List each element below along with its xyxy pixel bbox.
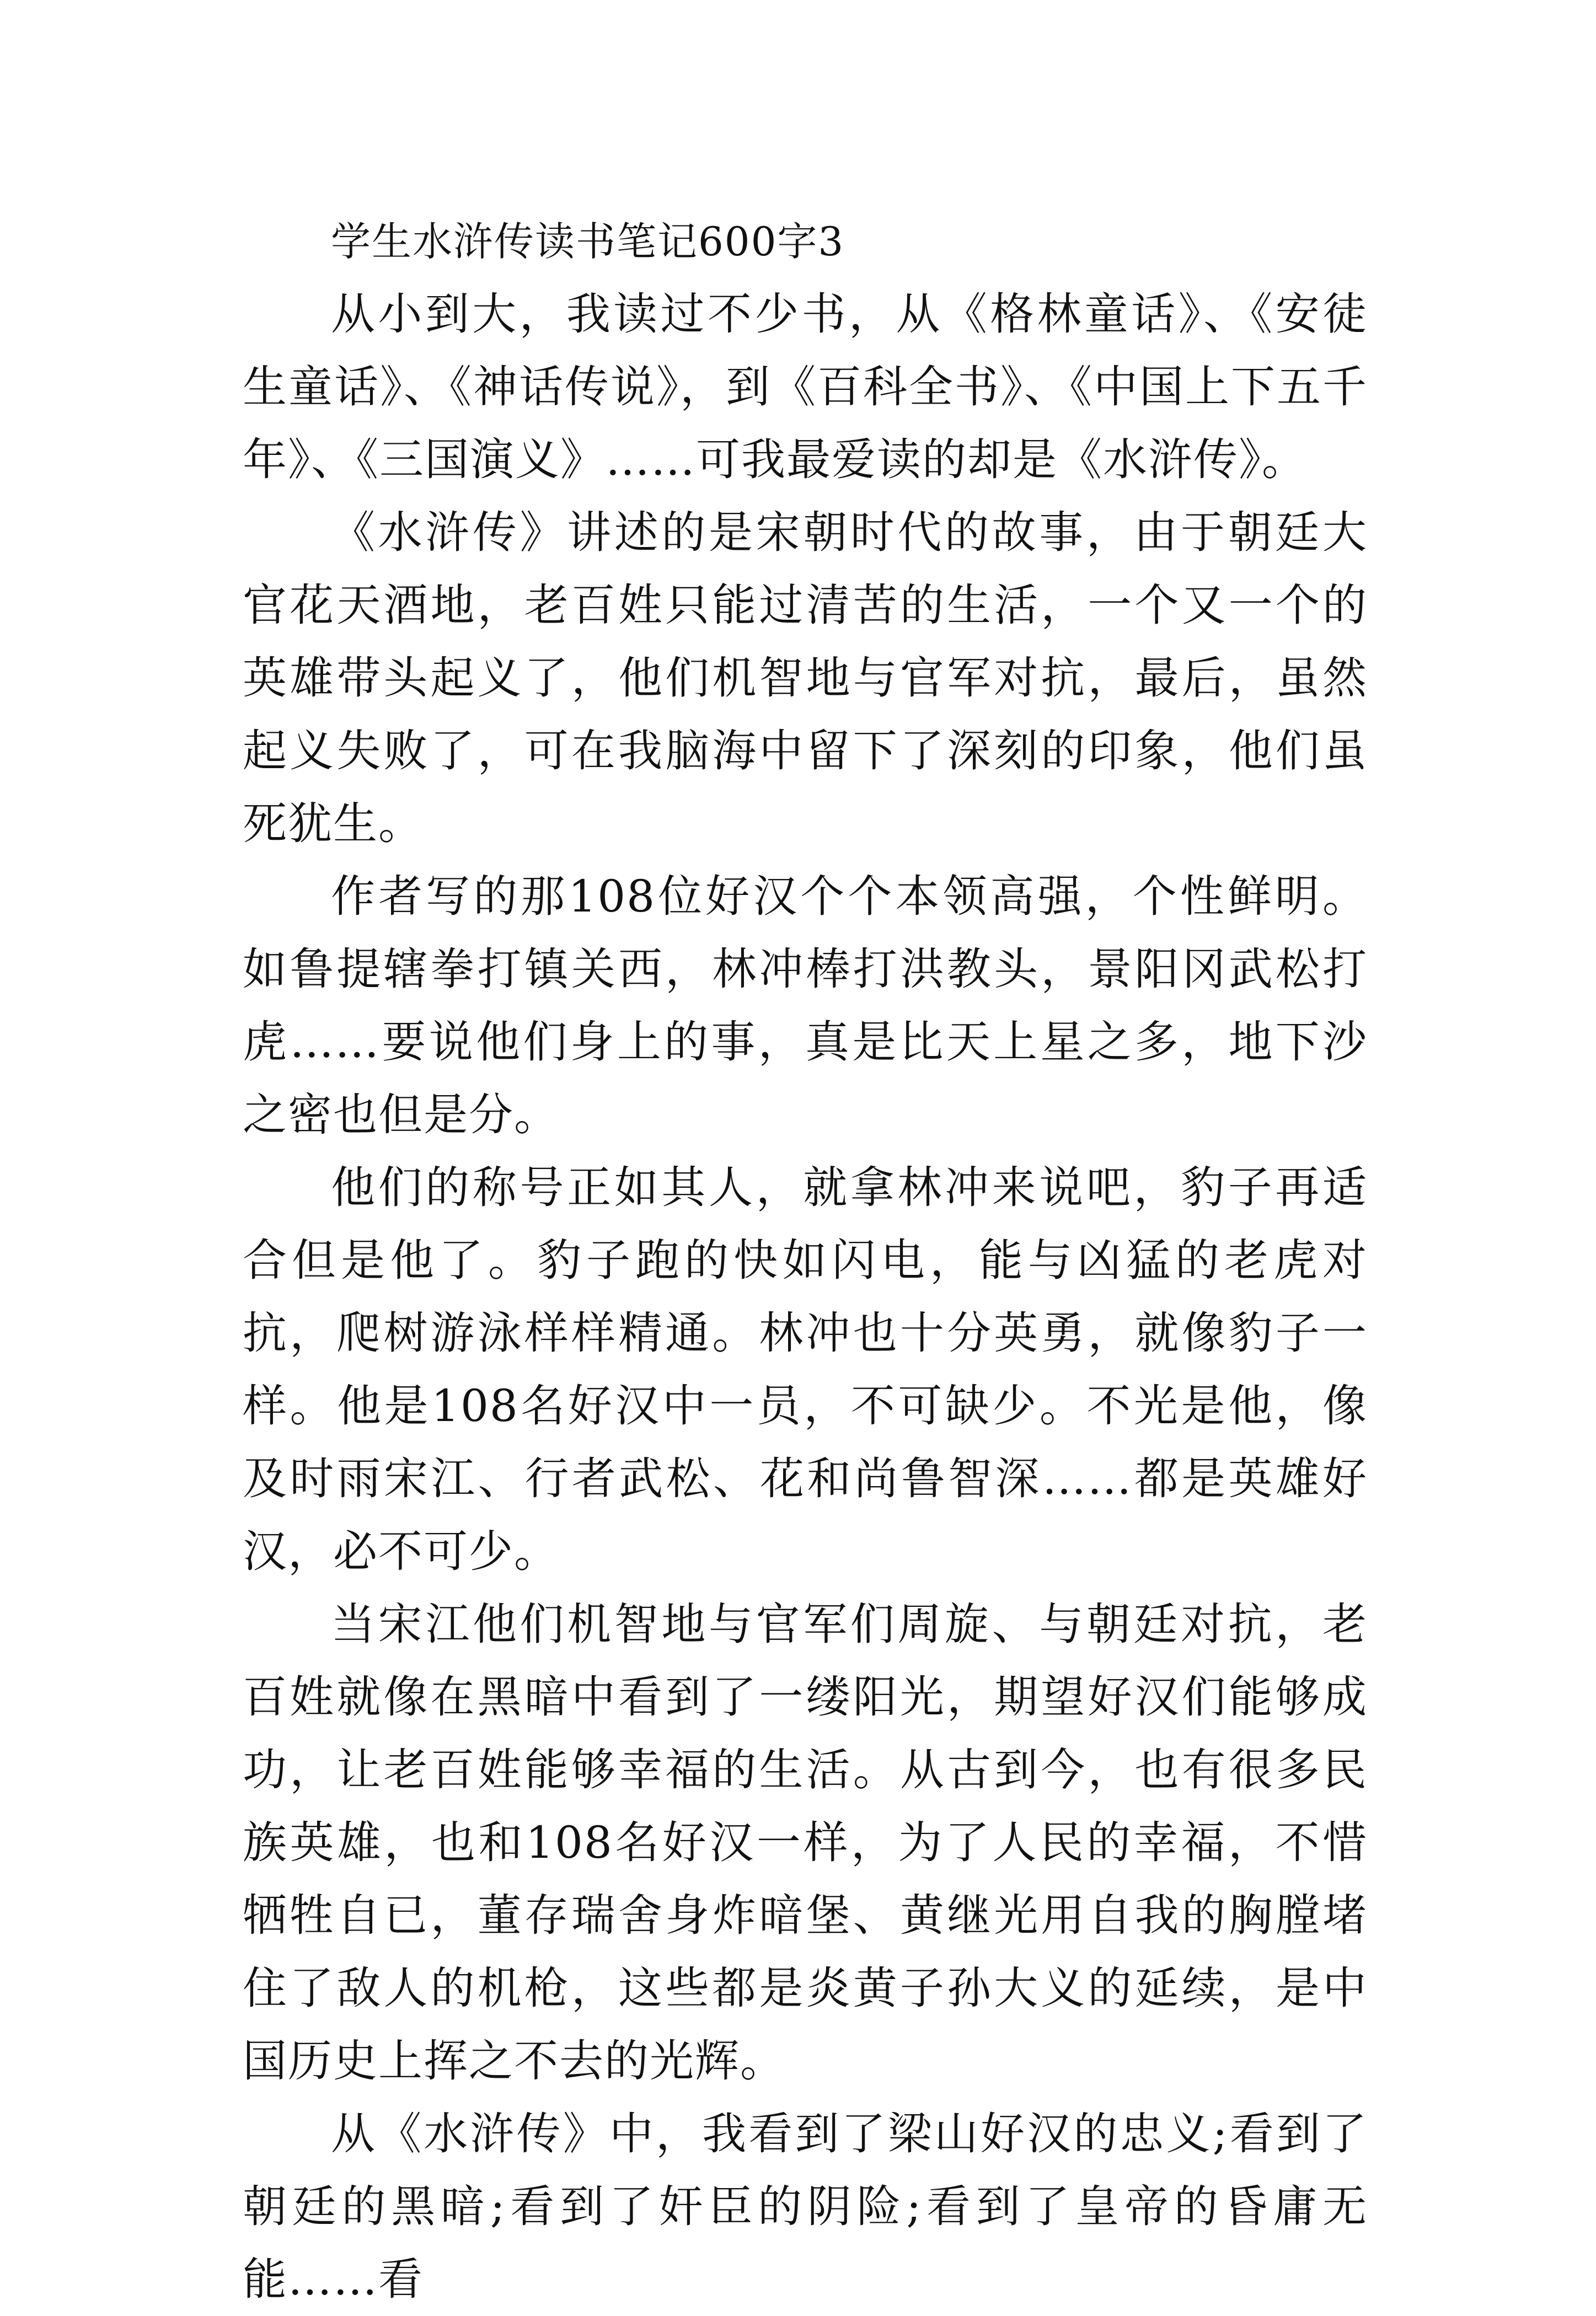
document-title: 学生水浒传读书笔记600字3 — [331, 218, 845, 265]
paragraph-3: 作者写的那108位好汉个个本领高强，个性鲜明。如鲁提辖拳打镇关西，林冲棒打洪教头，景阳冈武松打虎……要说他们身上的事，真是比天上星之多，地下沙之密也但是分。 — [243, 871, 1368, 1140]
paragraph-6: 从《水浒传》中，我看到了梁山好汉的忠义;看到了朝廷的黑暗;看到了奸臣的阴险;看到了皇帝的昏庸无能……看 — [243, 2108, 1368, 2305]
paragraph-1: 从小到大，我读过不少书，从《格林童话》、《安徒生童话》、《神话传说》，到《百科全书》、《中国上下五千年》、《三国演义》……可我最爱读的却是《水浒传》。 — [243, 288, 1368, 485]
paragraph-5: 当宋江他们机智地与官军们周旋、与朝廷对抗，老百姓就像在黑暗中看到了一缕阳光，期望好汉们能够成功，让老百姓能够幸福的生活。从古到今，也有很多民族英雄，也和108名好汉一样，为了人民的幸福，不惜牺牲自已，董存瑞舍身炸暗堡、黄继光用自我的胸膛堵住了敌人的机枪，这些都是炎黄子孙大义的延续，是中国历史上挥之不去的光辉。 — [243, 1599, 1368, 2087]
document-body — [243, 205, 1368, 2316]
paragraph-2: 《水浒传》讲述的是宋朝时代的故事，由于朝廷大官花天酒地，老百姓只能过清苦的生活，一个又一个的英雄带头起义了，他们机智地与官军对抗，最后，虽然起义失败了，可在我脑海中留下了深刻的印象，他们虽死犹生。 — [243, 507, 1368, 849]
paragraph-4: 他们的称号正如其人，就拿林冲来说吧，豹子再适合但是他了。豹子跑的快如闪电，能与凶猛的老虎对抗，爬树游泳样样精通。林冲也十分英勇，就像豹子一样。他是108名好汉中一员，不可缺少。不光是他，像及时雨宋江、行者武松、花和尚鲁智深……都是英雄好汉，必不可少。 — [243, 1162, 1368, 1577]
